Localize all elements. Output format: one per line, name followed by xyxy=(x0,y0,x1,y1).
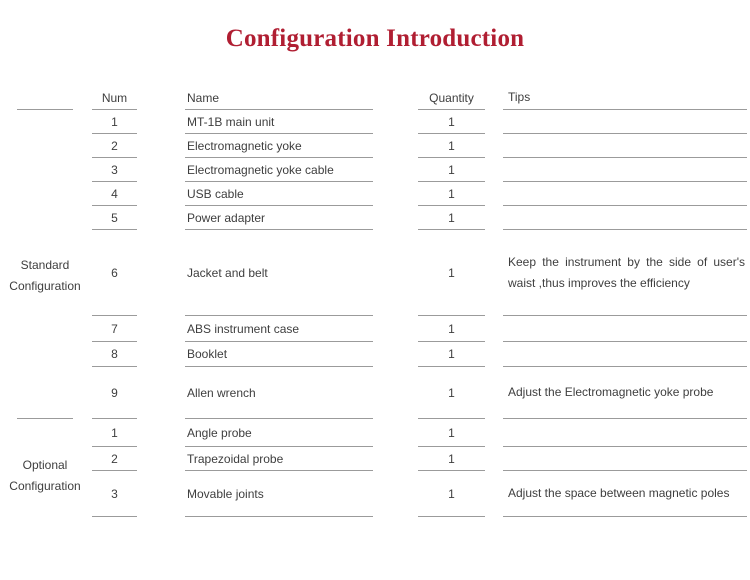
name-cell: Booklet xyxy=(185,342,373,367)
tips-cell: Adjust the Electromagnetic yoke probe xyxy=(503,367,747,419)
table-row xyxy=(17,134,747,158)
quantity-cell: 1 xyxy=(418,342,485,367)
quantity-cell: 1 xyxy=(418,158,485,182)
tips-cell xyxy=(503,419,747,447)
name-cell: USB cable xyxy=(185,182,373,206)
group-standard-configuration xyxy=(9,110,747,419)
tips-cell xyxy=(503,134,747,158)
table-row xyxy=(17,182,747,206)
name-cell: Allen wrench xyxy=(185,367,373,419)
num-cell: 4 xyxy=(92,182,137,206)
header-num: Num xyxy=(92,86,137,110)
name-cell: Jacket and belt xyxy=(185,230,373,316)
name-cell: Electromagnetic yoke cable xyxy=(185,158,373,182)
num-cell: 1 xyxy=(92,110,137,134)
tips-cell xyxy=(503,158,747,182)
quantity-cell: 1 xyxy=(418,316,485,342)
quantity-cell: 1 xyxy=(418,110,485,134)
table-row xyxy=(17,447,747,471)
num-cell: 3 xyxy=(92,471,137,517)
table-row xyxy=(17,316,747,342)
num-cell: 9 xyxy=(92,367,137,419)
header-group xyxy=(17,86,73,110)
tips-cell xyxy=(503,182,747,206)
page-title: Configuration Introduction xyxy=(225,25,525,52)
tips-cell xyxy=(503,342,747,367)
tips-cell xyxy=(503,316,747,342)
quantity-cell: 1 xyxy=(418,230,485,316)
group-label-optional: Optional Configuration xyxy=(9,458,81,493)
table-row xyxy=(17,419,747,447)
name-cell: ABS instrument case xyxy=(185,316,373,342)
name-cell: Angle probe xyxy=(185,419,373,447)
table-header-row xyxy=(17,86,747,110)
name-cell: Movable joints xyxy=(185,471,373,517)
name-cell: Trapezoidal probe xyxy=(185,447,373,471)
name-cell: MT-1B main unit xyxy=(185,110,373,134)
tips-cell: Keep the instrument by the side of user's waist ,thus improves the efficiency xyxy=(503,230,747,316)
tips-cell xyxy=(503,206,747,230)
num-cell: 2 xyxy=(92,447,137,471)
table-row xyxy=(17,342,747,367)
header-quantity: Quantity xyxy=(418,86,485,110)
num-cell: 1 xyxy=(92,419,137,447)
table-row xyxy=(17,367,747,419)
tips-cell: Adjust the space between magnetic poles xyxy=(503,471,747,517)
quantity-cell: 1 xyxy=(418,447,485,471)
tips-cell xyxy=(503,447,747,471)
name-cell: Power adapter xyxy=(185,206,373,230)
num-cell: 2 xyxy=(92,134,137,158)
configuration-table xyxy=(9,86,747,517)
num-cell: 7 xyxy=(92,316,137,342)
quantity-cell: 1 xyxy=(418,471,485,517)
num-cell: 8 xyxy=(92,342,137,367)
table-row xyxy=(17,230,747,316)
group-optional-configuration xyxy=(9,419,747,517)
num-cell: 5 xyxy=(92,206,137,230)
table-row xyxy=(17,158,747,182)
quantity-cell: 1 xyxy=(418,367,485,419)
table-row xyxy=(17,206,747,230)
tips-cell xyxy=(503,110,747,134)
group-label-standard: Standard Configuration xyxy=(9,258,81,293)
quantity-cell: 1 xyxy=(418,206,485,230)
table-row xyxy=(17,471,747,517)
table-row xyxy=(17,110,747,134)
num-cell: 3 xyxy=(92,158,137,182)
quantity-cell: 1 xyxy=(418,134,485,158)
header-name: Name xyxy=(185,86,373,110)
quantity-cell: 1 xyxy=(418,182,485,206)
num-cell: 6 xyxy=(92,230,137,316)
header-tips: Tips xyxy=(503,86,747,110)
quantity-cell: 1 xyxy=(418,419,485,447)
name-cell: Electromagnetic yoke xyxy=(185,134,373,158)
